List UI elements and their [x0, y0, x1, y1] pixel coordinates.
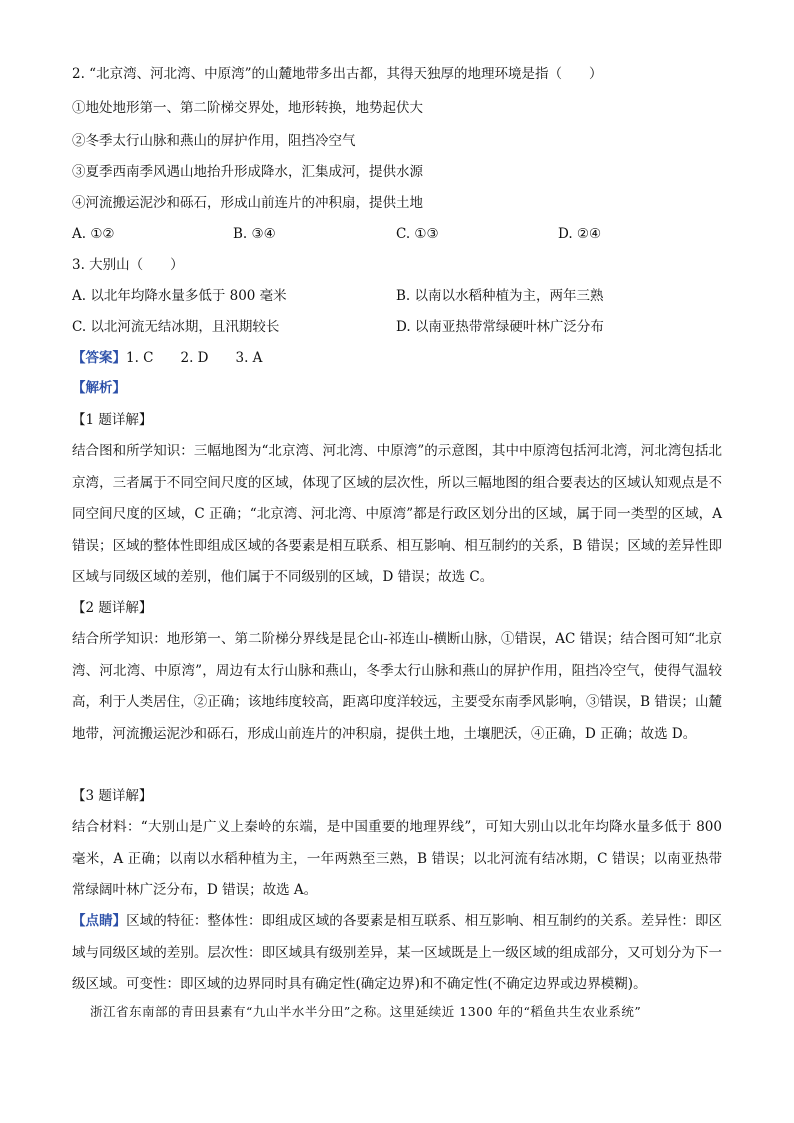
question-2-option-a: A. ①②: [72, 226, 115, 242]
question-2-item-3: ③夏季西南季风遇山地抬升形成降水，汇集成河，提供水源: [72, 164, 423, 180]
question-2-option-d: D. ②④: [558, 226, 602, 242]
question-3-option-d: D. 以南亚热带常绿硬叶林广泛分布: [396, 319, 604, 335]
tip-label: 【点睛】: [72, 913, 127, 929]
answer-line: [72, 348, 722, 368]
detail-1-text: 结合图和所学知识：三幅地图为“北京湾、河北湾、中原湾”的示意图，其中中原湾包括河北湾，河北湾包括北京湾，三者属于不同空间尺度的区域，体现了区域的层次性，所以三幅地图的组合要表达的区域认知观点是不同空间尺度的区域，C 正确；“北京湾、河北湾、中原湾”都是行政区划分出的区域，属于同一类型的区域，A 错误；区域的整体性即组成区域的各要素是相互联系、相互影响、相互制约的关系，B 错误；区域的差异性即区域与同级区域的差别，他们属于不同级别的区域，D 错误；故选 C。: [72, 443, 722, 585]
detail-2-heading: 【2 题详解】: [72, 600, 153, 616]
tip-text: 区域的特征：整体性：即组成区域的各要素是相互联系、相互影响、相互制约的关系。差异性：即区域与同级区域的差别。层次性：即区域具有级别差异，某一区域既是上一级区域的组成部分，又可划分为下一级区域。可变性：即区域的边界同时具有确定性(确定边界)和不确定性(不确定边界或边界模糊)。: [72, 913, 723, 992]
tip-paragraph: [72, 906, 722, 1001]
question-2-stem: 2. “北京湾、河北湾、中原湾”的山麓地带多出古都，其得天独厚的地理环境是指（ ）: [72, 66, 603, 82]
question-2-item-1: ①地处地形第一、第二阶梯交界处，地形转换，地势起伏大: [72, 100, 423, 116]
question-3-option-b: B. 以南以水稻种植为主，两年三熟: [396, 288, 604, 304]
question-2-item-4: ④河流搬运泥沙和砾石，形成山前连片的冲积扇，提供土地: [72, 195, 423, 211]
question-3-option-c: C. 以北河流无结冰期，且汛期较长: [72, 319, 280, 335]
question-2-option-c: C. ①③: [396, 226, 439, 242]
detail-3-text: 结合材料：“大别山是广义上秦岭的东端，是中国重要的地理界线”，可知大别山以北年均降水量多低于 800 毫米，A 正确；以南以水稻种植为主，一年两熟至三熟，B 错误；以北河流有结冰期，C 错误；以南亚热带常绿阔叶林广泛分布，D 错误；故选 A。: [72, 819, 722, 898]
detail-3-heading: 【3 题详解】: [72, 788, 153, 804]
question-2-option-b: B. ③④: [233, 226, 276, 242]
answer-text: 1. C 2. D 3. A: [126, 350, 263, 366]
detail-2-text: 结合所学知识：地形第一、第二阶梯分界线是昆仑山-祁连山-横断山脉，①错误，AC 错误；结合图可知“北京湾、河北湾、中原湾”，周边有太行山脉和燕山，冬季太行山脉和燕山的屏护作用，阻挡冷空气，使得气温较高，利于人类居住，②正确；该地纬度较高，距离印度洋较远，主要受东南季风影响，③错误，B 错误；山麓地带，河流搬运泥沙和砾石，形成山前连片的冲积扇，提供土地，土壤肥沃，④正确，D 正确；故选 D。: [72, 631, 722, 742]
detail-1-heading: 【1 题详解】: [72, 412, 153, 428]
answer-label: 【答案】: [72, 350, 126, 366]
question-3-stem: 3. 大别山（ ）: [72, 257, 184, 273]
question-3-option-a: A. 以北年均降水量多低于 800 毫米: [72, 288, 287, 304]
question-2-item-2: ②冬季太行山脉和燕山的屏护作用，阻挡冷空气: [72, 133, 356, 149]
next-material-text: 浙江省东南部的青田县素有“九山半水半分田”之称。这里延续近 1300 年的“稻鱼共生农业系统”: [90, 1004, 642, 1019]
analysis-label: 【解析】: [72, 380, 126, 396]
